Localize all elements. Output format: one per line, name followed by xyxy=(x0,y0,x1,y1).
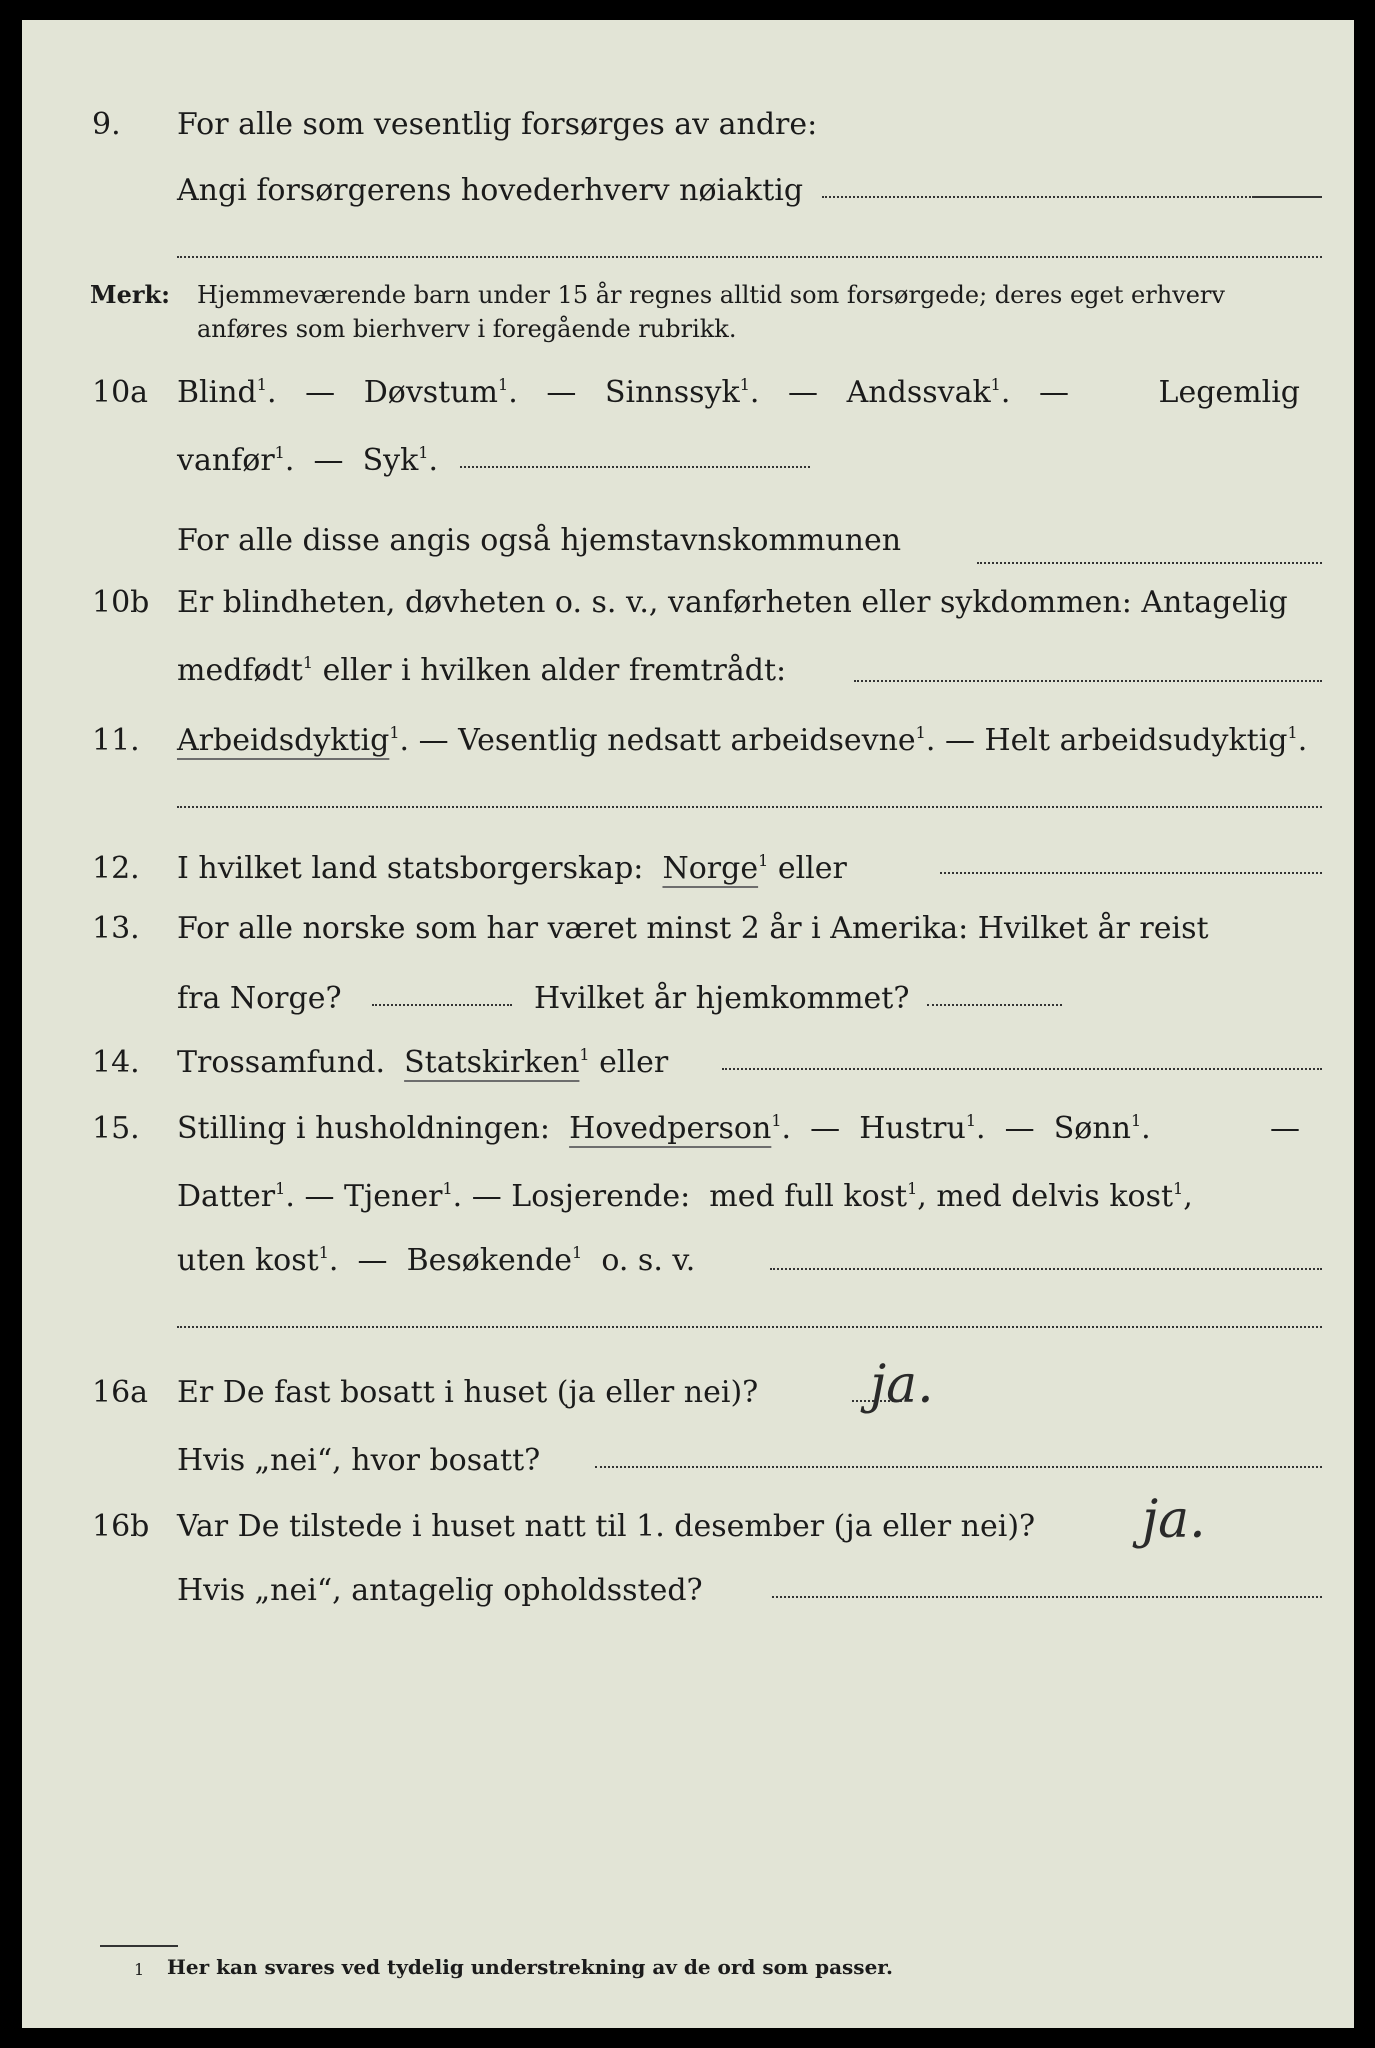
footnote-ref: 1 xyxy=(579,1045,590,1064)
q9-number: 9. xyxy=(92,107,121,142)
q15-losjerende: Losjerende: xyxy=(511,1179,691,1214)
q10b-text-2 xyxy=(177,648,786,694)
q15-text-1 xyxy=(177,1106,1151,1152)
q12-text xyxy=(177,846,847,892)
q10a-row-2 xyxy=(22,438,1354,484)
q14-label: Trossamfund. xyxy=(177,1045,386,1080)
dash: — xyxy=(418,723,449,758)
merk-text-1: Hjemmeværende barn under 15 år regnes alltid som forsørgede; deres eget erhverv xyxy=(197,281,1225,309)
census-form-page xyxy=(22,20,1354,2028)
q12-norge-underlined[interactable]: Norge xyxy=(662,851,759,886)
q12-label: I hvilket land statsborgerskap: xyxy=(177,851,644,886)
q16a-handwritten-answer: ja. xyxy=(870,1355,934,1415)
footnote-ref: 1 xyxy=(758,851,769,870)
footnote-ref: 1 xyxy=(275,1179,286,1198)
period: . xyxy=(284,443,295,478)
dash: — xyxy=(471,1179,502,1214)
footnote-ref: 1 xyxy=(907,1179,918,1198)
footnote-ref: 1 xyxy=(1287,723,1298,742)
q10a-legemlig[interactable]: Legemlig xyxy=(1158,375,1300,410)
q15-hovedperson-underlined[interactable]: Hovedperson xyxy=(569,1111,772,1146)
q10a-options-1 xyxy=(177,370,1069,416)
q9-text: For alle som vesentlig forsørges av andre: xyxy=(177,107,818,142)
q12-row xyxy=(22,846,1354,892)
q12-answer-line[interactable] xyxy=(940,872,1322,874)
q10a-andssvak[interactable]: Andssvak xyxy=(846,375,991,410)
q9-answer-line[interactable] xyxy=(822,196,1262,198)
q10b-row xyxy=(22,580,1354,626)
footnote-rule xyxy=(100,1945,178,1947)
footnote-ref: 1 xyxy=(1130,1111,1142,1130)
q16b-row-2 xyxy=(22,1568,1354,1614)
q16a-question: Er De fast bosatt i huset (ja eller nei)? xyxy=(177,1375,759,1410)
footnote-ref: 1 xyxy=(771,1111,782,1130)
q11-nedsatt[interactable]: Vesentlig nedsatt arbeidsevne xyxy=(458,723,916,758)
q10a-syk[interactable]: Syk xyxy=(362,443,419,478)
footnote-ref: 1 xyxy=(739,375,750,394)
q14-row xyxy=(22,1040,1354,1086)
q13-return-line[interactable] xyxy=(927,1004,1062,1006)
q9-row xyxy=(22,102,1354,148)
q16a-row-2 xyxy=(22,1438,1354,1484)
q11-number: 11. xyxy=(92,723,140,758)
q11-arbeidsdyktig-underlined[interactable]: Arbeidsdyktig xyxy=(177,723,390,758)
q14-statskirken-underlined[interactable]: Statskirken xyxy=(404,1045,580,1080)
q11-extra-line[interactable] xyxy=(177,806,1322,808)
q12-number: 12. xyxy=(92,851,140,886)
q15-row xyxy=(22,1106,1354,1152)
q15-row-2 xyxy=(22,1174,1354,1220)
dash: — xyxy=(810,1111,841,1146)
q15-extra-line[interactable] xyxy=(177,1326,1322,1328)
q15-tjener[interactable]: Tjener xyxy=(343,1179,443,1214)
dash: — xyxy=(1004,1111,1035,1146)
footnote-ref: 1 xyxy=(915,723,926,742)
period: . xyxy=(508,375,518,410)
period: . xyxy=(399,723,410,758)
q13-row xyxy=(22,906,1354,952)
q9-row-2 xyxy=(22,168,1354,214)
q15-full-kost[interactable]: med full kost xyxy=(709,1179,908,1214)
footnote-ref: 1 xyxy=(389,723,400,742)
q10b-row-2 xyxy=(22,648,1354,694)
dash: — xyxy=(305,375,336,410)
q13-number: 13. xyxy=(92,911,140,946)
q16b-question: Var De tilstede i huset natt til 1. desember (ja eller nei)? xyxy=(177,1509,1036,1544)
footnote-ref: 1 xyxy=(1173,1179,1184,1198)
q9-answer-line-end xyxy=(1252,196,1322,198)
period: . xyxy=(749,375,760,410)
dash: — xyxy=(304,1179,335,1214)
footnote-ref: 1 xyxy=(965,1111,977,1130)
q10b-medfodt[interactable]: medfødt xyxy=(177,653,303,688)
q16b-where-label: Hvis „nei“, antagelig opholdssted? xyxy=(177,1573,703,1608)
q13-return-label: Hvilket år hjemkommet? xyxy=(534,981,910,1016)
q15-label: Stilling i husholdningen: xyxy=(177,1111,551,1146)
footnote-text: Her kan svares ved tydelig understrekning av de ord som passer. xyxy=(167,1955,893,1979)
footnote-ref: 1 xyxy=(318,1243,329,1262)
q13-row-2 xyxy=(22,976,1354,1022)
q16a-where-label: Hvis „nei“, hvor bosatt? xyxy=(177,1443,541,1478)
q10b-answer-line[interactable] xyxy=(854,680,1322,682)
q9-extra-line[interactable] xyxy=(177,256,1322,258)
q10a-answer-line[interactable] xyxy=(460,466,810,468)
footnote-ref: 1 xyxy=(302,653,314,672)
q13-departure-line[interactable] xyxy=(372,1004,512,1006)
q15-uten-kost[interactable]: uten kost xyxy=(177,1243,319,1278)
q15-datter[interactable]: Datter xyxy=(177,1179,276,1214)
period: . xyxy=(428,443,438,478)
dash: — xyxy=(1038,375,1069,410)
q14-answer-line[interactable] xyxy=(722,1068,1322,1070)
q10a-number: 10a xyxy=(92,375,149,410)
q10a-blind[interactable]: Blind xyxy=(177,375,257,410)
period: . xyxy=(925,723,936,758)
q16b-number: 16b xyxy=(92,1509,150,1544)
footnote-ref: 1 xyxy=(418,443,429,462)
q15-sonn[interactable]: Sønn xyxy=(1053,1111,1131,1146)
q15-row-3 xyxy=(22,1238,1354,1284)
q11-options xyxy=(177,718,1307,764)
q14-text xyxy=(177,1040,668,1086)
q10b-number: 10b xyxy=(92,585,150,620)
footnote-ref: 1 xyxy=(572,1243,583,1262)
dash: — xyxy=(313,443,344,478)
q16a-row xyxy=(22,1370,1354,1416)
q15-answer-line[interactable] xyxy=(770,1268,1322,1270)
period: . xyxy=(285,1179,295,1214)
footnote-ref: 1 xyxy=(990,375,1001,394)
q16a-number: 16a xyxy=(92,1375,149,1410)
dash: — xyxy=(357,1243,388,1278)
period: . xyxy=(1297,723,1308,758)
period: . xyxy=(976,1111,986,1146)
q16b-where-line[interactable] xyxy=(772,1596,1322,1598)
period: . xyxy=(452,1179,463,1214)
q10a-options-2 xyxy=(177,438,438,484)
q10a-row-3 xyxy=(22,518,1354,564)
q15-delvis-kost[interactable]: med delvis kost xyxy=(936,1179,1174,1214)
q10a-row xyxy=(22,370,1354,416)
q14-eller: eller xyxy=(599,1045,669,1080)
q11-udyktig[interactable]: Helt arbeidsudyktig xyxy=(984,723,1288,758)
q16a-where-line[interactable] xyxy=(595,1466,1322,1468)
period: . xyxy=(781,1111,792,1146)
footnote-ref: 1 xyxy=(274,443,285,462)
dash: — xyxy=(788,375,819,410)
q9-occupation-label: Angi forsørgerens hovederhverv nøiaktig xyxy=(177,173,804,208)
q11-row xyxy=(22,718,1354,764)
q15-hustru[interactable]: Hustru xyxy=(859,1111,966,1146)
dash: — xyxy=(1270,1111,1300,1146)
period: . xyxy=(1141,1111,1151,1146)
q14-number: 14. xyxy=(92,1045,140,1080)
q13-text-1: For alle norske som har været minst 2 år i Amerika: Hvilket år reist xyxy=(177,911,1209,946)
merk-label: Merk: xyxy=(90,280,170,309)
q10a-vanfor[interactable]: vanfør xyxy=(177,443,275,478)
q16b-handwritten-answer: ja. xyxy=(1142,1490,1206,1550)
period: . xyxy=(266,375,277,410)
q15-number: 15. xyxy=(92,1111,140,1146)
footnote-number: 1 xyxy=(134,1960,145,1979)
dash: — xyxy=(944,723,975,758)
q15-text-2: Datter$^1$. — Tjener$^1$. — Losjerende: med full kost$^1$, med delvis kost$^1$, xyxy=(177,1179,1193,1214)
dash: — xyxy=(546,375,577,410)
period: . xyxy=(328,1243,339,1278)
q13-departure-label: fra Norge? xyxy=(177,981,342,1016)
period: . xyxy=(1000,375,1011,410)
merk-text-2: anføres som bierhverv i foregående rubrikk. xyxy=(197,315,737,343)
footnote-ref: 1 xyxy=(442,1179,453,1198)
q10b-text-1: Er blindheten, døvheten o. s. v., vanførheten eller sykdommen: Antagelig xyxy=(177,585,1288,620)
q15-besokende[interactable]: Besøkende xyxy=(406,1243,573,1278)
q10b-age-label: eller i hvilken alder fremtrådt: xyxy=(313,653,787,688)
merk-row-2 xyxy=(22,312,1354,358)
footnote-ref: 1 xyxy=(256,375,267,394)
q10a-dovstum[interactable]: Døvstum xyxy=(363,375,499,410)
q15-text-3 xyxy=(177,1238,695,1284)
q10a-municipality-line[interactable] xyxy=(977,562,1322,564)
footnote-ref: 1 xyxy=(498,375,509,394)
q10a-home-municipality-label: For alle disse angis også hjemstavnskommunen xyxy=(177,523,902,558)
q15-osv: o. s. v. xyxy=(601,1243,696,1278)
q10a-sinnssyk[interactable]: Sinnssyk xyxy=(604,375,740,410)
q12-eller: eller xyxy=(777,851,847,886)
